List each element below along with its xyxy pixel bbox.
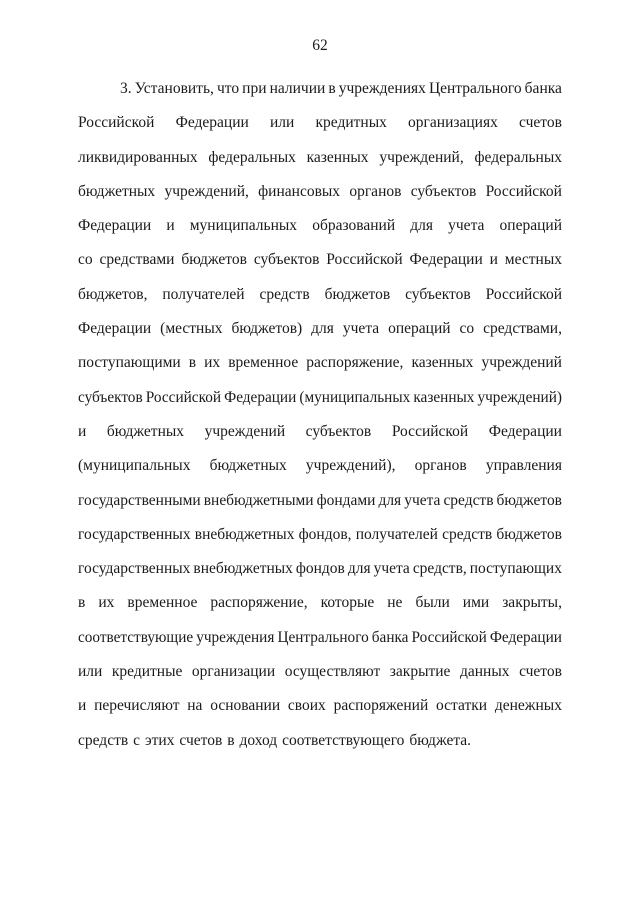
word: средствами,	[483, 320, 562, 338]
word: денежных	[494, 697, 562, 715]
word: финансовых	[258, 182, 341, 200]
word: не	[387, 594, 403, 612]
word: или	[269, 114, 295, 132]
word: наличии	[269, 80, 326, 97]
word: средств	[442, 525, 493, 543]
word: были	[415, 594, 450, 612]
text-line	[78, 346, 562, 380]
word: Российской	[326, 251, 403, 269]
text-line	[78, 381, 562, 415]
word: бюджетов,	[78, 285, 148, 303]
word: в	[78, 594, 86, 612]
word: Федерации	[175, 114, 249, 132]
word: субъектов	[305, 422, 372, 440]
word: распоряжение,	[306, 354, 404, 372]
word: учета	[342, 320, 380, 338]
word: государственных	[78, 560, 191, 578]
word: Федерации	[409, 251, 483, 269]
word: бюджета.	[409, 731, 472, 749]
text-line	[78, 415, 562, 449]
word: с	[133, 731, 141, 749]
word: бюджетов	[496, 491, 562, 509]
word: учета	[448, 217, 485, 235]
word: бюджетов	[496, 525, 562, 543]
word: бюджетов	[324, 285, 391, 303]
word: и	[489, 251, 498, 269]
word: учреждения	[196, 628, 275, 646]
word: бюджетных	[78, 182, 156, 200]
word: средств	[259, 285, 310, 303]
text-line	[78, 518, 562, 552]
word: в	[328, 80, 336, 97]
word: для	[378, 491, 402, 509]
word: субъектов	[410, 182, 477, 200]
word: на	[187, 697, 203, 715]
word: учреждений,	[164, 182, 249, 200]
text-line	[78, 621, 562, 655]
word: (муниципальных	[299, 388, 411, 406]
word: счетов	[179, 731, 223, 749]
word: для	[410, 217, 434, 235]
word: организации	[191, 663, 276, 681]
word: в	[188, 354, 197, 372]
word: и	[166, 217, 175, 235]
word: образований	[312, 217, 396, 235]
word: учреждений)	[477, 388, 562, 406]
word: Российской	[391, 422, 469, 440]
word: остатки	[436, 697, 488, 715]
word: учреждений	[481, 354, 562, 372]
word: распоряжений	[333, 697, 429, 715]
word: соответствующего	[282, 731, 405, 749]
page-number: 62	[312, 37, 328, 54]
word: казенных	[411, 354, 474, 372]
word: фондов,	[298, 525, 352, 543]
word: данных	[459, 663, 510, 681]
word: внебюджетных	[194, 525, 295, 543]
word: Центрального	[428, 80, 522, 97]
word: казенных	[413, 388, 475, 406]
word: государственных	[78, 525, 191, 543]
word: в	[227, 731, 235, 749]
word: для	[347, 560, 371, 578]
word: их	[98, 594, 115, 612]
text-line	[78, 552, 562, 586]
word: органов	[349, 182, 402, 200]
word: внебюджетных	[193, 560, 293, 578]
word: учреждений),	[305, 457, 396, 475]
word: временное	[127, 594, 198, 612]
word: получателей	[355, 525, 438, 543]
text-line	[78, 141, 562, 175]
word: получателей	[162, 285, 245, 303]
word: субъектов	[405, 285, 471, 303]
word: средств	[78, 731, 129, 749]
word: Установить,	[134, 80, 214, 97]
word: Федерации	[224, 388, 297, 406]
word: этих	[144, 731, 175, 749]
word: Федерации	[78, 320, 152, 338]
word: учета	[373, 560, 410, 578]
word: (местных	[160, 320, 223, 338]
word: что	[216, 80, 240, 97]
word: основании	[210, 697, 281, 715]
text-line	[78, 724, 562, 758]
word: бюджетов)	[231, 320, 303, 338]
word: Федерации	[488, 422, 562, 440]
text-line	[78, 655, 562, 689]
word: перечисляют	[94, 697, 180, 715]
word: банка	[524, 80, 562, 97]
word: муниципальных	[189, 217, 298, 235]
word: закрытие	[389, 663, 451, 681]
word: субъектов	[253, 251, 320, 269]
text-line	[78, 106, 562, 140]
word: Центрального	[277, 628, 369, 646]
word: распоряжение,	[210, 594, 308, 612]
text-line	[78, 586, 562, 620]
word: операций	[388, 320, 451, 338]
word: Российской	[78, 114, 155, 132]
word: для	[311, 320, 334, 338]
word: которые	[320, 594, 375, 612]
word: средств,	[412, 560, 467, 578]
word: учреждениях	[338, 80, 426, 97]
text-line	[78, 209, 562, 243]
word: при	[242, 80, 267, 97]
word: бюджетов	[181, 251, 247, 269]
word: временное	[228, 354, 299, 372]
word: операций	[499, 217, 562, 235]
word: соответствующие	[78, 628, 194, 646]
text-line	[78, 278, 562, 312]
word: со	[78, 251, 93, 269]
word: осуществляют	[284, 663, 381, 681]
word: средствами	[99, 251, 175, 269]
text-line	[78, 243, 562, 277]
word: со	[459, 320, 475, 338]
text-line	[78, 689, 562, 723]
word: учета	[404, 491, 441, 509]
word: Российской	[411, 628, 487, 646]
word: и	[78, 697, 87, 715]
text-line	[78, 449, 562, 483]
word: бюджетных	[106, 422, 185, 440]
word: органов	[414, 457, 467, 475]
text-line	[78, 72, 562, 106]
word: счетов	[519, 114, 562, 132]
word: внебюджетными	[203, 491, 314, 509]
word: бюджетных	[209, 457, 287, 475]
word: кредитные	[111, 663, 183, 681]
word: учреждений	[204, 422, 286, 440]
word: фондов	[295, 560, 345, 578]
word: и	[78, 422, 87, 440]
text-line	[78, 312, 562, 346]
word: федеральных	[208, 148, 296, 166]
text-line	[78, 175, 562, 209]
word: Российской	[485, 285, 562, 303]
word: управления	[485, 457, 562, 475]
word: поступающих	[469, 560, 562, 578]
word: своих	[287, 697, 326, 715]
word: казенных	[306, 148, 369, 166]
word: средств	[443, 491, 494, 509]
word: федеральных	[474, 148, 562, 166]
word: поступающими	[78, 354, 181, 372]
word: Российской	[485, 182, 562, 200]
word: государственными	[78, 491, 201, 509]
word: 3.	[120, 80, 132, 97]
word: местных	[504, 251, 562, 269]
word: или	[78, 663, 103, 681]
word: счетов	[519, 663, 562, 681]
word: организациях	[408, 114, 498, 132]
word: Федерации	[489, 628, 562, 646]
word: ими	[462, 594, 490, 612]
word: Российской	[145, 388, 222, 406]
word: (муниципальных	[78, 457, 191, 475]
word: кредитных	[315, 114, 387, 132]
text-line	[78, 484, 562, 518]
word: их	[204, 354, 221, 372]
word: фондами	[316, 491, 376, 509]
word: учреждений,	[379, 148, 464, 166]
word: ликвидированных	[78, 148, 198, 166]
word: субъектов	[78, 388, 143, 406]
body-paragraph	[78, 72, 562, 758]
word: банка	[371, 628, 409, 646]
word: доход	[239, 731, 278, 749]
word: Федерации	[78, 217, 152, 235]
word: закрыты,	[502, 594, 562, 612]
